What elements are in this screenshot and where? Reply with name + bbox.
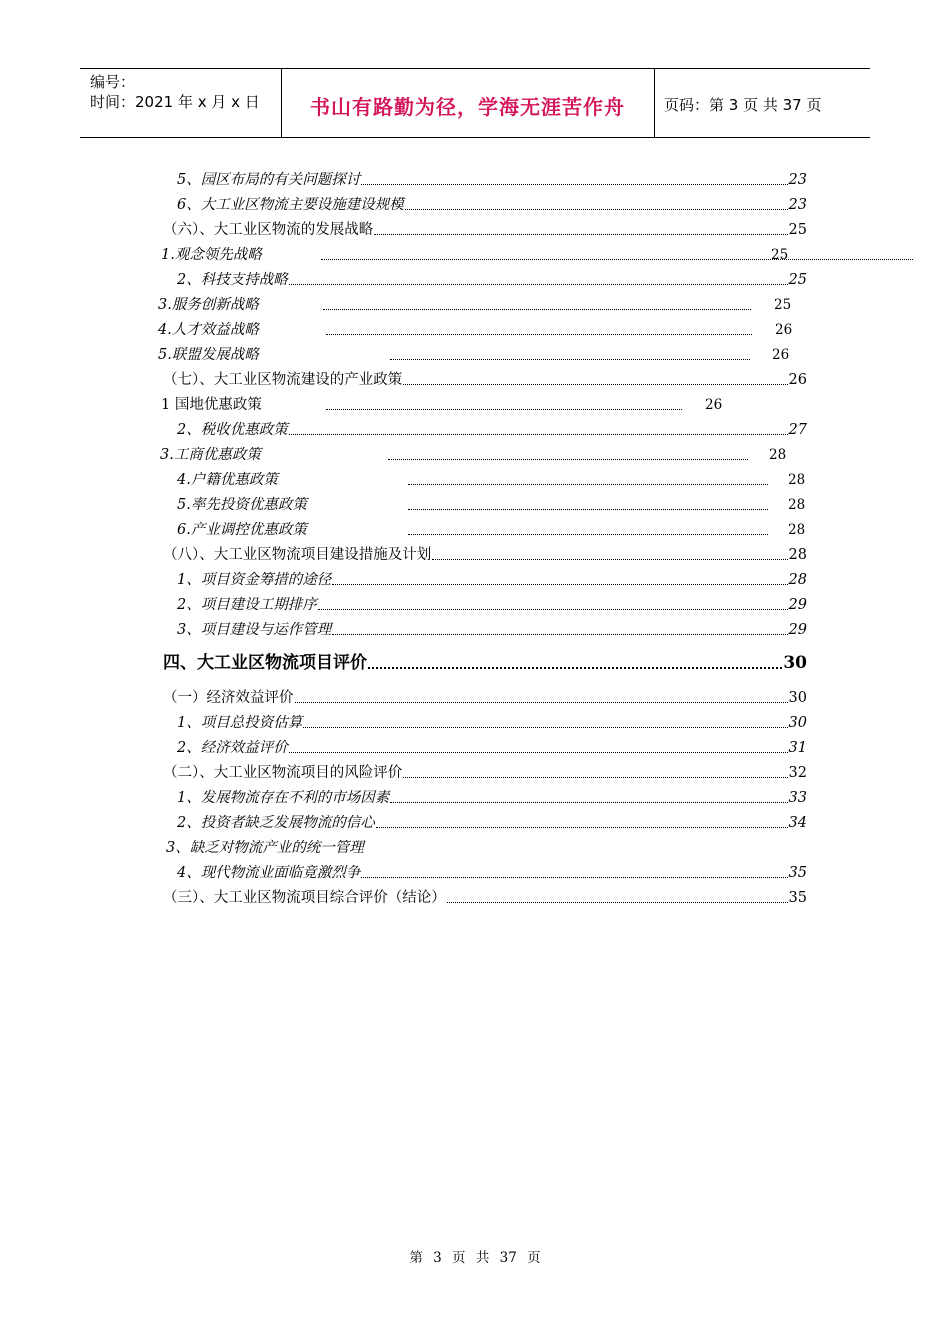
- toc-leader: [326, 333, 752, 335]
- toc-entry[interactable]: [161, 245, 801, 265]
- toc-entry[interactable]: [163, 220, 807, 240]
- toc-entry[interactable]: [177, 420, 807, 440]
- toc-entry-title: 2、税收优惠政策: [177, 422, 288, 438]
- toc-entry[interactable]: [177, 495, 817, 515]
- toc-leader: [403, 776, 787, 778]
- toc-entry[interactable]: [163, 688, 807, 708]
- toc-entry-page: 25: [771, 247, 789, 263]
- toc-entry-page: 28: [788, 547, 807, 563]
- toc-entry[interactable]: [161, 395, 761, 415]
- toc-entry[interactable]: [166, 838, 566, 858]
- toc-entry-page: 28: [788, 572, 807, 588]
- toc-entry[interactable]: [177, 813, 807, 833]
- toc-entry-title: 5.率先投资优惠政策: [177, 497, 307, 513]
- toc-entry[interactable]: [177, 170, 807, 190]
- toc-entry-page: 31: [788, 740, 807, 756]
- toc-entry-title: 1、项目资金筹措的途径: [177, 572, 332, 588]
- toc-entry[interactable]: [177, 470, 817, 490]
- toc-leader: [376, 826, 788, 828]
- toc-entry-title: （七）、大工业区物流建设的产业政策: [163, 372, 403, 388]
- toc-leader: [447, 901, 788, 903]
- toc-entry-title: 6、大工业区物流主要设施建设规模: [177, 197, 404, 213]
- toc-leader: [408, 483, 768, 485]
- toc-entry-page: 25: [788, 272, 807, 288]
- toc-entry-title: 1、项目总投资估算: [177, 715, 303, 731]
- toc-leader: [388, 458, 748, 460]
- toc-entry[interactable]: [177, 738, 807, 758]
- toc-entry-title: 1.观念领先战略: [161, 247, 262, 263]
- toc-entry[interactable]: [177, 570, 807, 590]
- toc-entry-title: 3、项目建设与运作管理: [177, 622, 332, 638]
- toc-entry-page: 29: [788, 597, 807, 613]
- page-footer: 第 3 页 共 37 页: [409, 1250, 541, 1266]
- page-info: 页码：第 3 页 共 37 页: [664, 96, 822, 114]
- toc-entry[interactable]: [177, 713, 807, 733]
- toc-entry[interactable]: [158, 295, 798, 315]
- toc-entry-title: 5、园区布局的有关问题探讨: [177, 172, 361, 188]
- toc-leader: [403, 383, 787, 385]
- toc-entry[interactable]: [177, 595, 807, 615]
- toc-entry-title: 3.工商优惠政策: [160, 447, 261, 463]
- toc-entry[interactable]: [177, 863, 807, 883]
- toc-leader: [318, 608, 788, 610]
- page-header: [80, 68, 870, 138]
- toc-entry-title: 6.产业调控优惠政策: [177, 522, 307, 538]
- toc-entry[interactable]: [163, 763, 807, 783]
- toc-entry[interactable]: [163, 888, 807, 908]
- toc-entry-page: 26: [788, 372, 807, 388]
- toc-entry-page: 23: [788, 197, 807, 213]
- toc-entry-title: 四、大工业区物流项目评价: [163, 653, 367, 673]
- toc-entry-title: （二）、大工业区物流项目的风险评价: [163, 765, 403, 781]
- toc-leader: [289, 433, 788, 435]
- toc-entry-title: 3、缺乏对物流产业的统一管理: [166, 840, 364, 856]
- toc-entry-page: 26: [772, 347, 790, 363]
- toc-entry-page: 27: [788, 422, 807, 438]
- toc-entry-page: 23: [788, 172, 807, 188]
- toc-entry-page: 35: [788, 865, 807, 881]
- toc-entry[interactable]: [177, 270, 807, 290]
- toc-entry[interactable]: [160, 445, 800, 465]
- toc-leader: [408, 533, 768, 535]
- toc-leader: [405, 208, 788, 210]
- toc-entry-title: 3.服务创新战略: [158, 297, 259, 313]
- toc-leader: [408, 508, 768, 510]
- toc-entry-title: 4、现代物流业面临竟激烈争: [177, 865, 361, 881]
- toc-entry-page: 33: [788, 790, 807, 806]
- toc-entry-title: 2、投资者缺乏发展物流的信心: [177, 815, 375, 831]
- toc-leader: [303, 726, 787, 728]
- toc-leader: [321, 258, 913, 260]
- toc-entry-title: （三）、大工业区物流项目综合评价（结论）: [163, 890, 446, 906]
- toc-leader: [361, 876, 787, 878]
- toc-entry[interactable]: [163, 545, 807, 565]
- toc-entry-page: 26: [775, 322, 793, 338]
- toc-entry-title: 1、发展物流存在不利的市场因素: [177, 790, 390, 806]
- toc-leader: [368, 666, 782, 669]
- toc-entry-title: 2、经济效益评价: [177, 740, 288, 756]
- toc-entry-page: 30: [788, 690, 807, 706]
- toc-entry-page: 30: [788, 715, 807, 731]
- toc-entry-page: 28: [788, 497, 806, 513]
- toc-entry-page: 35: [788, 890, 807, 906]
- toc-leader: [289, 751, 788, 753]
- toc-entry-title: （一）经济效益评价: [163, 690, 294, 706]
- toc-entry-title: （六）、大工业区物流的发展战略: [163, 222, 374, 238]
- toc-section-heading[interactable]: [163, 651, 807, 675]
- toc-entry[interactable]: [177, 788, 807, 808]
- header-meta-cell: [80, 69, 282, 137]
- toc-entry-title: 4.户籍优惠政策: [177, 472, 278, 488]
- header-motto-cell: [281, 69, 655, 137]
- toc-leader: [326, 408, 682, 410]
- toc-entry[interactable]: [163, 370, 807, 390]
- toc-leader: [374, 233, 787, 235]
- toc-entry-page: 26: [705, 397, 723, 413]
- toc-leader: [390, 358, 750, 360]
- toc-leader: [361, 183, 787, 185]
- toc-entry-title: 2、科技支持战略: [177, 272, 288, 288]
- toc-entry[interactable]: [177, 620, 807, 640]
- toc-entry-page: 29: [788, 622, 807, 638]
- toc-leader: [332, 583, 787, 585]
- toc-leader: [390, 801, 787, 803]
- toc-entry-title: 4.人才效益战略: [158, 322, 259, 338]
- toc-leader: [432, 558, 787, 560]
- toc-leader: [332, 633, 787, 635]
- motto-text: 书山有路勤为径，学海无涯苦作舟: [310, 95, 625, 119]
- toc-entry-title: 1 国地优惠政策: [161, 397, 262, 413]
- toc-entry[interactable]: [177, 195, 807, 215]
- toc-entry-page: 25: [774, 297, 792, 313]
- toc-entry-title: （八）、大工业区物流项目建设措施及计划: [163, 547, 432, 563]
- toc-entry-page: 34: [788, 815, 807, 831]
- document-date: 时间：2021 年 x 月 x 日: [90, 93, 260, 111]
- toc-entry-page: 28: [788, 522, 806, 538]
- toc-leader: [289, 283, 788, 285]
- toc-entry-page: 25: [788, 222, 807, 238]
- toc-entry-page: 28: [769, 447, 787, 463]
- toc-leader: [295, 701, 788, 703]
- document-number-label: 编号：: [90, 73, 136, 91]
- toc-entry-title: 2、项目建设工期排序: [177, 597, 317, 613]
- toc-entry[interactable]: [158, 345, 798, 365]
- toc-leader: [323, 308, 751, 310]
- toc-entry-title: 5.联盟发展战略: [158, 347, 259, 363]
- toc-entry[interactable]: [177, 520, 817, 540]
- toc-entry-page: 30: [783, 653, 807, 673]
- toc-entry-page: 28: [788, 472, 806, 488]
- toc-entry[interactable]: [158, 320, 798, 340]
- header-page-cell: [655, 69, 870, 137]
- toc-entry-page: 32: [788, 765, 807, 781]
